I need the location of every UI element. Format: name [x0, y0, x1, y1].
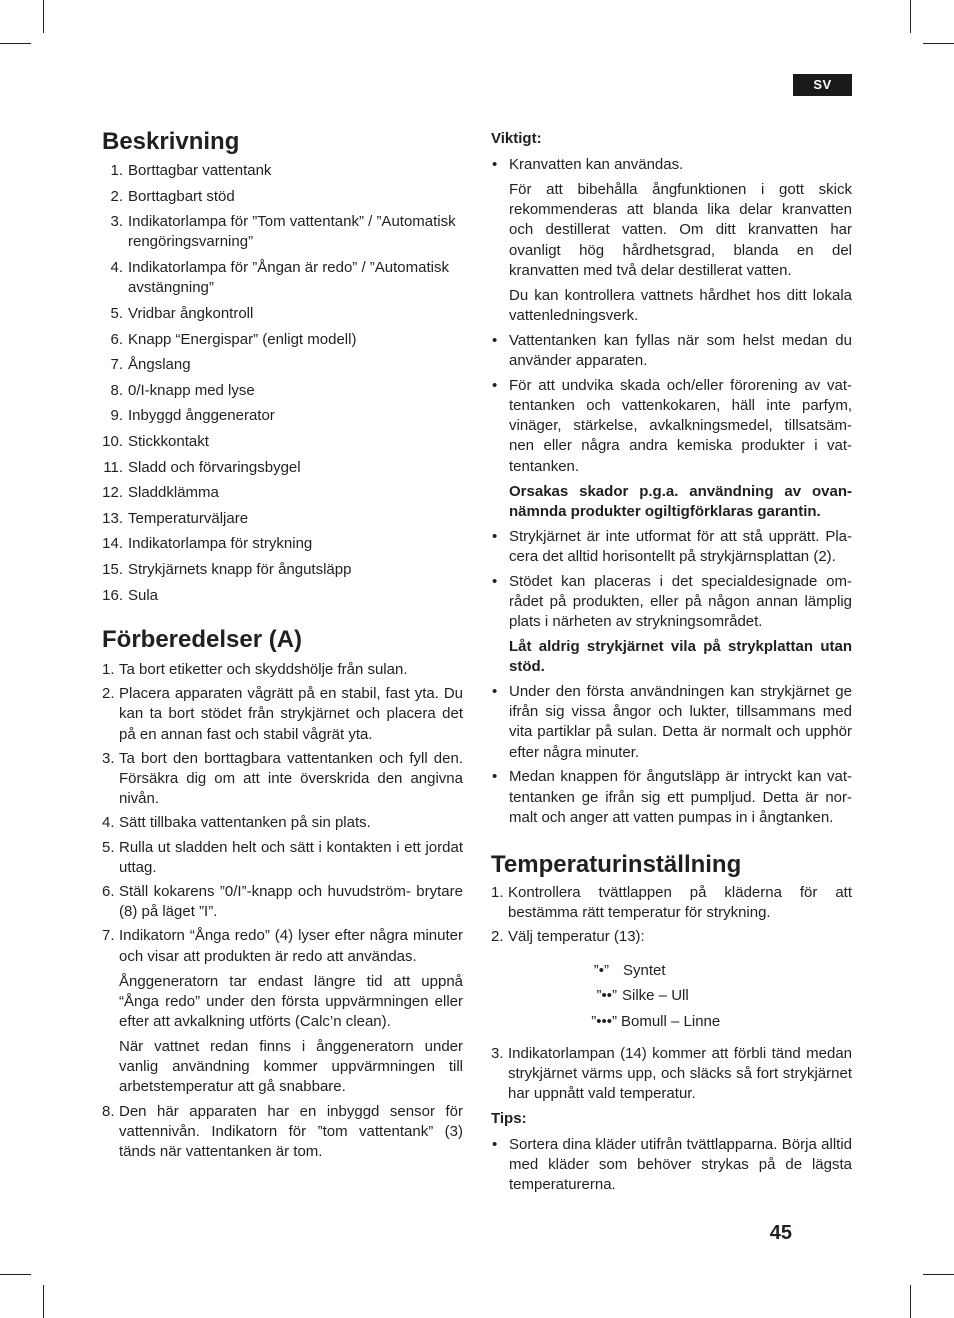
- bullet-item-note: Du kan kontrollera vattnets hårdhet hos ditt lokala vattenledningsverk.: [509, 286, 852, 325]
- list-item: 15. Strykjärnets knapp för ångutsläpp: [102, 560, 352, 578]
- section-title-beskrivning: Beskrivning: [102, 128, 240, 155]
- bullet-item: • Vattentanken kan fyllas när som helst medan du använder apparaten.: [492, 331, 852, 370]
- section-title-forberedelser: Förberedelser (A): [102, 626, 303, 653]
- page-number: 45: [769, 1222, 792, 1244]
- temperature-symbol: ”••”: [596, 987, 617, 1004]
- bullet-item: • Under den första användningen kan strykjärnet ge ifrån sig vissa ångor och lukter, tillsammans med vita partiklar på sulan. Detta är normalt och upphör efter några minuter.: [492, 683, 852, 761]
- list-item: 8. 0/I-knapp med lyse: [110, 381, 255, 399]
- language-badge: SV: [793, 74, 852, 96]
- list-item: 5. Rulla ut sladden helt och sätt i kontakten i ett jordat uttag.: [102, 838, 463, 876]
- bullet-item: • Strykjärnet är inte utformat för att stå upprätt. Pla- cera det alltid horisontellt på strykjärnsplattan (2).: [492, 527, 852, 565]
- crop-mark: [0, 1274, 31, 1275]
- bullet-item: • Kranvatten kan användas. För att bibehålla ångfunktionen i gott skick rekommenderas att blanda lika delar kranvatten och destillerat vatten. Om ditt kranvatten har ovanligt hög hårdhetsgrad, blanda en del kranvatten med två delar destillerat vatten. Du kan kontrollera vattnets hårdhet hos ditt lokala vattenledningsverk.: [491, 155, 852, 326]
- warning-note: Låt aldrig strykjärnet vila på strykplattan utan stöd.: [509, 638, 852, 676]
- bullet-item: • Stödet kan placeras i det specialdesignade om- rådet på produkten, eller på någon annan lämplig plats i närheten av strykningsområdet. Låt aldrig strykjärnet vila på strykplattan utan stöd.: [491, 572, 852, 678]
- list-item: 2. Placera apparaten vågrätt på en stabil, fast yta. Du kan ta bort stödet från strykjärnet och placera det på en annan fast och stabil vågrät yta.: [102, 685, 463, 743]
- crop-mark: [910, 1285, 911, 1318]
- list-item: 9. Inbyggd ånggenerator: [110, 407, 275, 425]
- temperature-list: [491, 883, 852, 952]
- list-item: 11. Sladd och förvaringsbygel: [103, 458, 301, 476]
- crop-mark: [910, 0, 911, 33]
- description-list: [102, 161, 463, 611]
- important-label: Viktigt:: [491, 130, 542, 147]
- list-item: 16. Sula: [102, 586, 159, 604]
- list-item: 4. Sätt tillbaka vattentanken på sin plats.: [102, 814, 371, 832]
- list-item: 5. Vridbar ångkontroll: [110, 304, 254, 322]
- list-item: 13. Temperaturväljare: [102, 509, 249, 527]
- list-item: 3. Indikatorlampan (14) kommer att förbli tänd medan strykjärnet värms upp, och släcks så fort strykjärnet har uppnått vald temperatur.: [491, 1045, 852, 1103]
- tips-label: Tips:: [491, 1110, 527, 1127]
- temperature-label: Silke – Ull: [622, 987, 689, 1004]
- crop-mark: [923, 43, 954, 44]
- preparation-list: [102, 660, 463, 1166]
- important-list: [491, 155, 852, 833]
- list-item: 7. Ångslang: [110, 356, 191, 374]
- list-item: 12. Sladdklämma: [102, 484, 219, 502]
- list-item: 2. Välj temperatur (13):: [491, 928, 645, 946]
- crop-mark: [43, 0, 44, 33]
- list-item: 3. Ta bort den borttagbara vattentanken och fyll den. Försäkra dig om att inte överskrida den angivna nivån.: [102, 749, 463, 808]
- bullet-item: • För att undvika skada och/eller förorening av vat- tentanken och vattenkokaren, häll inte parfym, vinäger, stärkelse, avkalkningsmedel, tillsatsäm- nen eller några andra kemiska produkter i vat- tentanken. Orsakas skador p.g.a. användning av ovan- nämnda produkter ogiltigförklaras garantin.: [491, 376, 852, 522]
- list-item: 10. Stickkontakt: [102, 432, 209, 450]
- list-item: 6. Knapp “Energispar” (enligt modell): [110, 330, 357, 348]
- list-item: 6. Ställ kokarens ”0/I”-knapp och huvudström- brytare (8) på läget ”I”.: [102, 883, 463, 921]
- temperature-symbol: ”•”: [593, 962, 609, 979]
- warning-note: Orsakas skador p.g.a. användning av ovan- nämnda produkter ogiltigförklaras garantin.: [509, 482, 852, 520]
- temperature-label: Syntet: [623, 962, 666, 979]
- temperature-list-continued: [491, 1044, 852, 1109]
- list-item: 4. Indikatorlampa för ”Ångan är redo” / ”Automatisk avstängning”: [110, 259, 449, 297]
- temperature-symbol: ”•••”: [591, 1013, 617, 1030]
- list-item: 14. Indikatorlampa för strykning: [102, 535, 313, 553]
- crop-mark: [43, 1285, 44, 1318]
- bullet-item: • Sortera dina kläder utifrån tvättlapparna. Börja alltid med kläder som behöver strykas på de lägsta temperaturerna.: [492, 1136, 852, 1194]
- list-item: 1. Ta bort etiketter och skyddshölje från sulan.: [102, 661, 408, 678]
- crop-mark: [0, 43, 31, 44]
- bullet-item: • Medan knappen för ångutsläpp är intryckt kan vat- tentanken ge ifrån sig ett pumpljud. Detta är nor- malt och anger att vatten pumpas in i ångtanken.: [492, 768, 852, 826]
- temperature-label: Bomull – Linne: [621, 1013, 721, 1030]
- bullet-item-note: För att bibehålla ångfunktionen i gott skick rekommenderas att blanda lika delar kranvatten och destillerat vatten. Om ditt kranvatten har ovanligt hög hårdhetsgrad, blanda en del kranvatten med två delar destillerat vatten.: [509, 181, 852, 279]
- list-item: 7. Indikatorn “Ånga redo” (4) lyser efter några minuter och visar att produkten är redo att användas. Ånggeneratorn tar endast längre tid att uppnå “Ånga redo” under den första uppvärmningen eller efter att avkalkning utförts (Calc’n clean). När vattnet redan finns i ånggeneratorn under vanlig användning kommer uppvärmningen till arbetstemperatur att gå snabbare.: [102, 926, 463, 1097]
- list-item: 8. Den här apparaten har en inbyggd sensor för vattennivån. Indikatorn för ”tom vattentank” (3) tänds när vattentanken är tom.: [102, 1102, 463, 1161]
- list-item-note: När vattnet redan finns i ånggeneratorn under vanlig användning kommer uppvärmningen till arbetstemperatur att gå snabbare.: [119, 1038, 463, 1096]
- crop-mark: [923, 1274, 954, 1275]
- list-item: 3. Indikatorlampa för ”Tom vattentank” / ”Automatisk rengöringsvarning”: [110, 213, 456, 251]
- list-item-note: Ånggeneratorn tar endast längre tid att uppnå “Ånga redo” under den första uppvärmningen eller efter att avkalkning utförts (Calc’n clean).: [119, 972, 463, 1031]
- list-item: 2. Borttagbart stöd: [110, 187, 235, 205]
- list-item: 1. Kontrollera tvättlappen på kläderna för att bestämma rätt temperatur för strykning.: [491, 884, 852, 922]
- list-item: 1. Borttagbar vattentank: [110, 162, 272, 179]
- section-title-temperatur: Temperaturinställning: [491, 851, 742, 878]
- tips-list: [491, 1135, 852, 1200]
